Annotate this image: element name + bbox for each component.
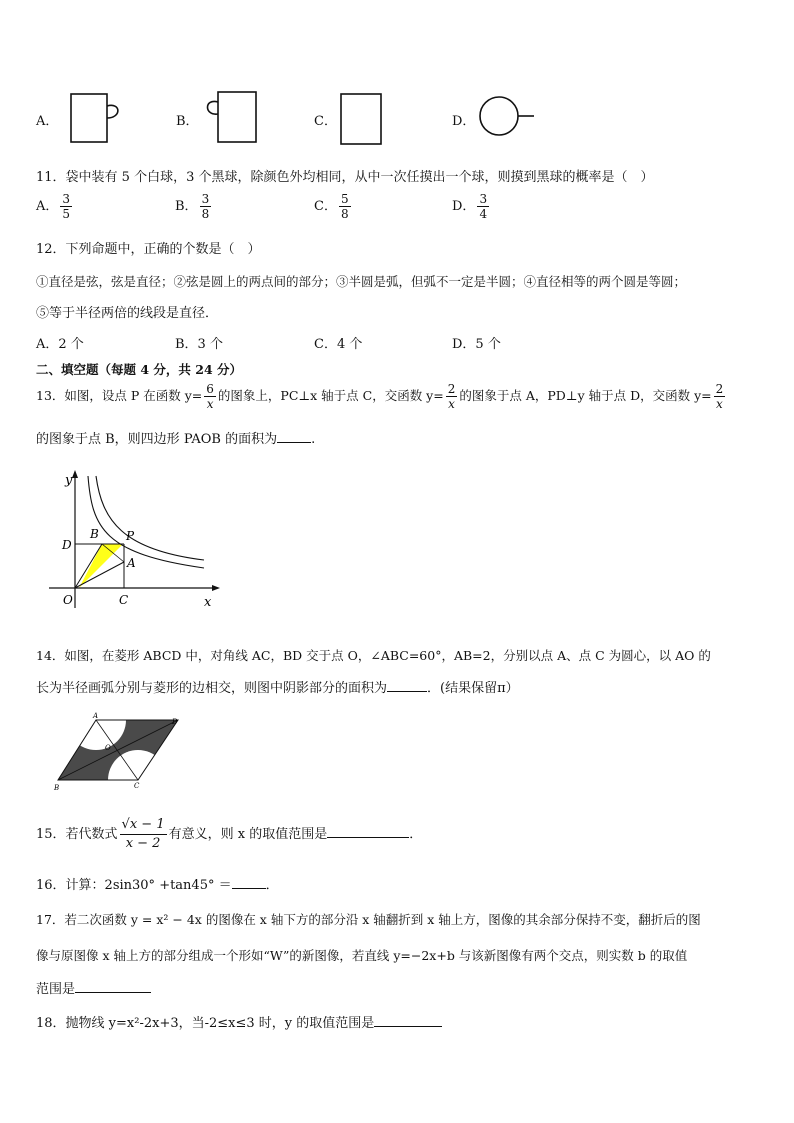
fraction-denominator: 8 xyxy=(201,207,210,221)
q13-line1 xyxy=(36,382,727,411)
q10-option-c-label[interactable]: C． xyxy=(314,114,337,129)
fraction-denominator: 8 xyxy=(340,207,349,221)
label-b: B xyxy=(90,527,99,541)
q14-text-line2: 长为半径画弧分别与菱形的边相交，则图中阴影部分的面积为 xyxy=(36,681,388,696)
q12-option-b[interactable]: B．3 个 xyxy=(175,337,223,352)
q11-option-d[interactable] xyxy=(452,192,491,221)
fraction-numerator: 2 xyxy=(447,382,456,396)
x-axis-arrow xyxy=(212,585,220,591)
label-d: D xyxy=(172,718,178,726)
label-d: D xyxy=(62,538,72,552)
q10-option-a-label[interactable]: A． xyxy=(36,114,59,129)
y-axis-arrow xyxy=(72,470,78,478)
q12-text: 12．下列命题中，正确的个数是（ ） xyxy=(36,242,261,257)
fraction-numerator: √x − 1 xyxy=(120,816,167,835)
rhombus-figure xyxy=(48,710,198,796)
fraction-denominator: 4 xyxy=(479,207,488,221)
label-a: A xyxy=(93,712,99,720)
option-label: B． xyxy=(175,199,198,214)
fraction-numerator: 3 xyxy=(62,192,71,206)
q18-line xyxy=(36,1012,442,1031)
fraction-denominator: 5 xyxy=(62,207,71,221)
fraction-denominator: x xyxy=(448,397,455,411)
q15-line xyxy=(36,816,422,853)
label-o: O xyxy=(63,593,73,607)
q12-option-a[interactable]: A．2 个 xyxy=(36,337,84,352)
q17-line2: 像与原图像 x 轴上方的部分组成一个形如“W”的新图像，若直线 y=−2x+b 与该新图像有两个交点，则实数 b 的取值 xyxy=(36,948,688,963)
label-c: C xyxy=(119,593,129,607)
q12-option-c[interactable]: C．4 个 xyxy=(314,337,363,352)
q11-option-a[interactable] xyxy=(36,192,74,221)
answer-blank[interactable] xyxy=(277,442,311,443)
q16-text: 16．计算：2sin30° +tan45° ＝ xyxy=(36,878,232,893)
answer-blank[interactable] xyxy=(387,691,427,692)
q17-text-line3: 范围是 xyxy=(36,982,76,997)
circle-with-line-figure xyxy=(476,94,540,140)
fraction-numerator: 3 xyxy=(479,192,488,206)
q12-statements-line2: ⑤等于半径两倍的线段是直径． xyxy=(36,306,219,321)
fraction-numerator: 3 xyxy=(201,192,210,206)
label-c: C xyxy=(134,782,140,790)
answer-blank[interactable] xyxy=(374,1026,442,1027)
fraction-numerator: 2 xyxy=(715,382,724,396)
fraction-denominator: x xyxy=(716,397,723,411)
label-a: A xyxy=(127,556,136,570)
q14-line1: 14．如图，在菱形 ABCD 中，对角线 AC，BD 交于点 O，∠ABC=60°，AB=2，分别以点 A、点 C 为圆心，以 AO 的 xyxy=(36,648,711,663)
fraction-denominator: x − 2 xyxy=(125,836,161,851)
label-o: O xyxy=(105,744,111,752)
period: ． xyxy=(409,827,423,842)
q12-option-d[interactable]: D．5 个 xyxy=(452,337,501,352)
option-label: C． xyxy=(314,199,337,214)
q11-text: 11．袋中装有 5 个白球，3 个黑球，除颜色外均相同，从中一次任摸出一个球，则摸到黑球的概率是（ ） xyxy=(36,170,654,185)
label-y: y xyxy=(65,473,73,488)
q10-option-b-label[interactable]: B． xyxy=(176,114,199,129)
answer-blank[interactable] xyxy=(327,837,409,838)
q17-line3 xyxy=(36,978,151,997)
label-b: B xyxy=(54,784,60,792)
fraction-numerator: 5 xyxy=(340,192,349,206)
q15-text-part1: 15．若代数式 xyxy=(36,827,118,842)
fraction-numerator: 6 xyxy=(206,382,214,396)
label-x: x xyxy=(204,595,212,610)
option-label: D． xyxy=(452,199,476,214)
q16-line xyxy=(36,874,279,893)
hyperbola-figure xyxy=(44,468,224,618)
period: ． xyxy=(265,878,279,893)
q13-text-part2: 的图象上，PC⊥x 轴于点 C，交函数 y= xyxy=(217,388,444,403)
q13-text-part3: 的图象于点 A，PD⊥y 轴于点 D，交函数 y= xyxy=(459,388,712,403)
q15-text-part2: 有意义，则 x 的取值范围是 xyxy=(168,827,328,842)
q12-statements-line1: ①直径是弦，弦是直径；②弦是圆上的两点间的部分；③半圆是弧，但弧不一定是半圆；④直径相等的两个圆是等圆； xyxy=(36,274,687,289)
answer-blank[interactable] xyxy=(232,888,266,889)
section-heading: 二、填空题（每题 4 分，共 24 分） xyxy=(36,362,243,377)
q14-line2 xyxy=(36,677,519,696)
label-p: P xyxy=(126,529,135,543)
q17-line1: 17．若二次函数 y = x² − 4x 的图像在 x 轴下方的部分沿 x 轴翻折到 x 轴上方，图像的其余部分保持不变，翻折后的图 xyxy=(36,912,701,927)
rectangle-figure xyxy=(338,90,386,146)
fraction-denominator: x xyxy=(206,397,214,411)
q11-option-b[interactable] xyxy=(175,192,213,221)
q10-option-d-label[interactable]: D． xyxy=(452,114,476,129)
q13-text-line2: 的图象于点 B，则四边形 PAOB 的面积为 xyxy=(36,432,278,447)
q13-text-part1: 13．如图，设点 P 在函数 y= xyxy=(36,388,203,403)
q11-option-c[interactable] xyxy=(314,192,353,221)
period: . xyxy=(311,432,316,447)
answer-blank[interactable] xyxy=(75,992,151,993)
option-label: A． xyxy=(36,199,59,214)
q18-text: 18．抛物线 y=x²-2x+3，当-2≤x≤3 时，y 的取值范围是 xyxy=(36,1016,375,1031)
mug-handle-left-figure xyxy=(202,88,264,146)
q13-line2 xyxy=(36,428,315,447)
q14-text-end: ．(结果保留π） xyxy=(427,681,519,696)
mug-handle-right-figure xyxy=(66,90,126,146)
